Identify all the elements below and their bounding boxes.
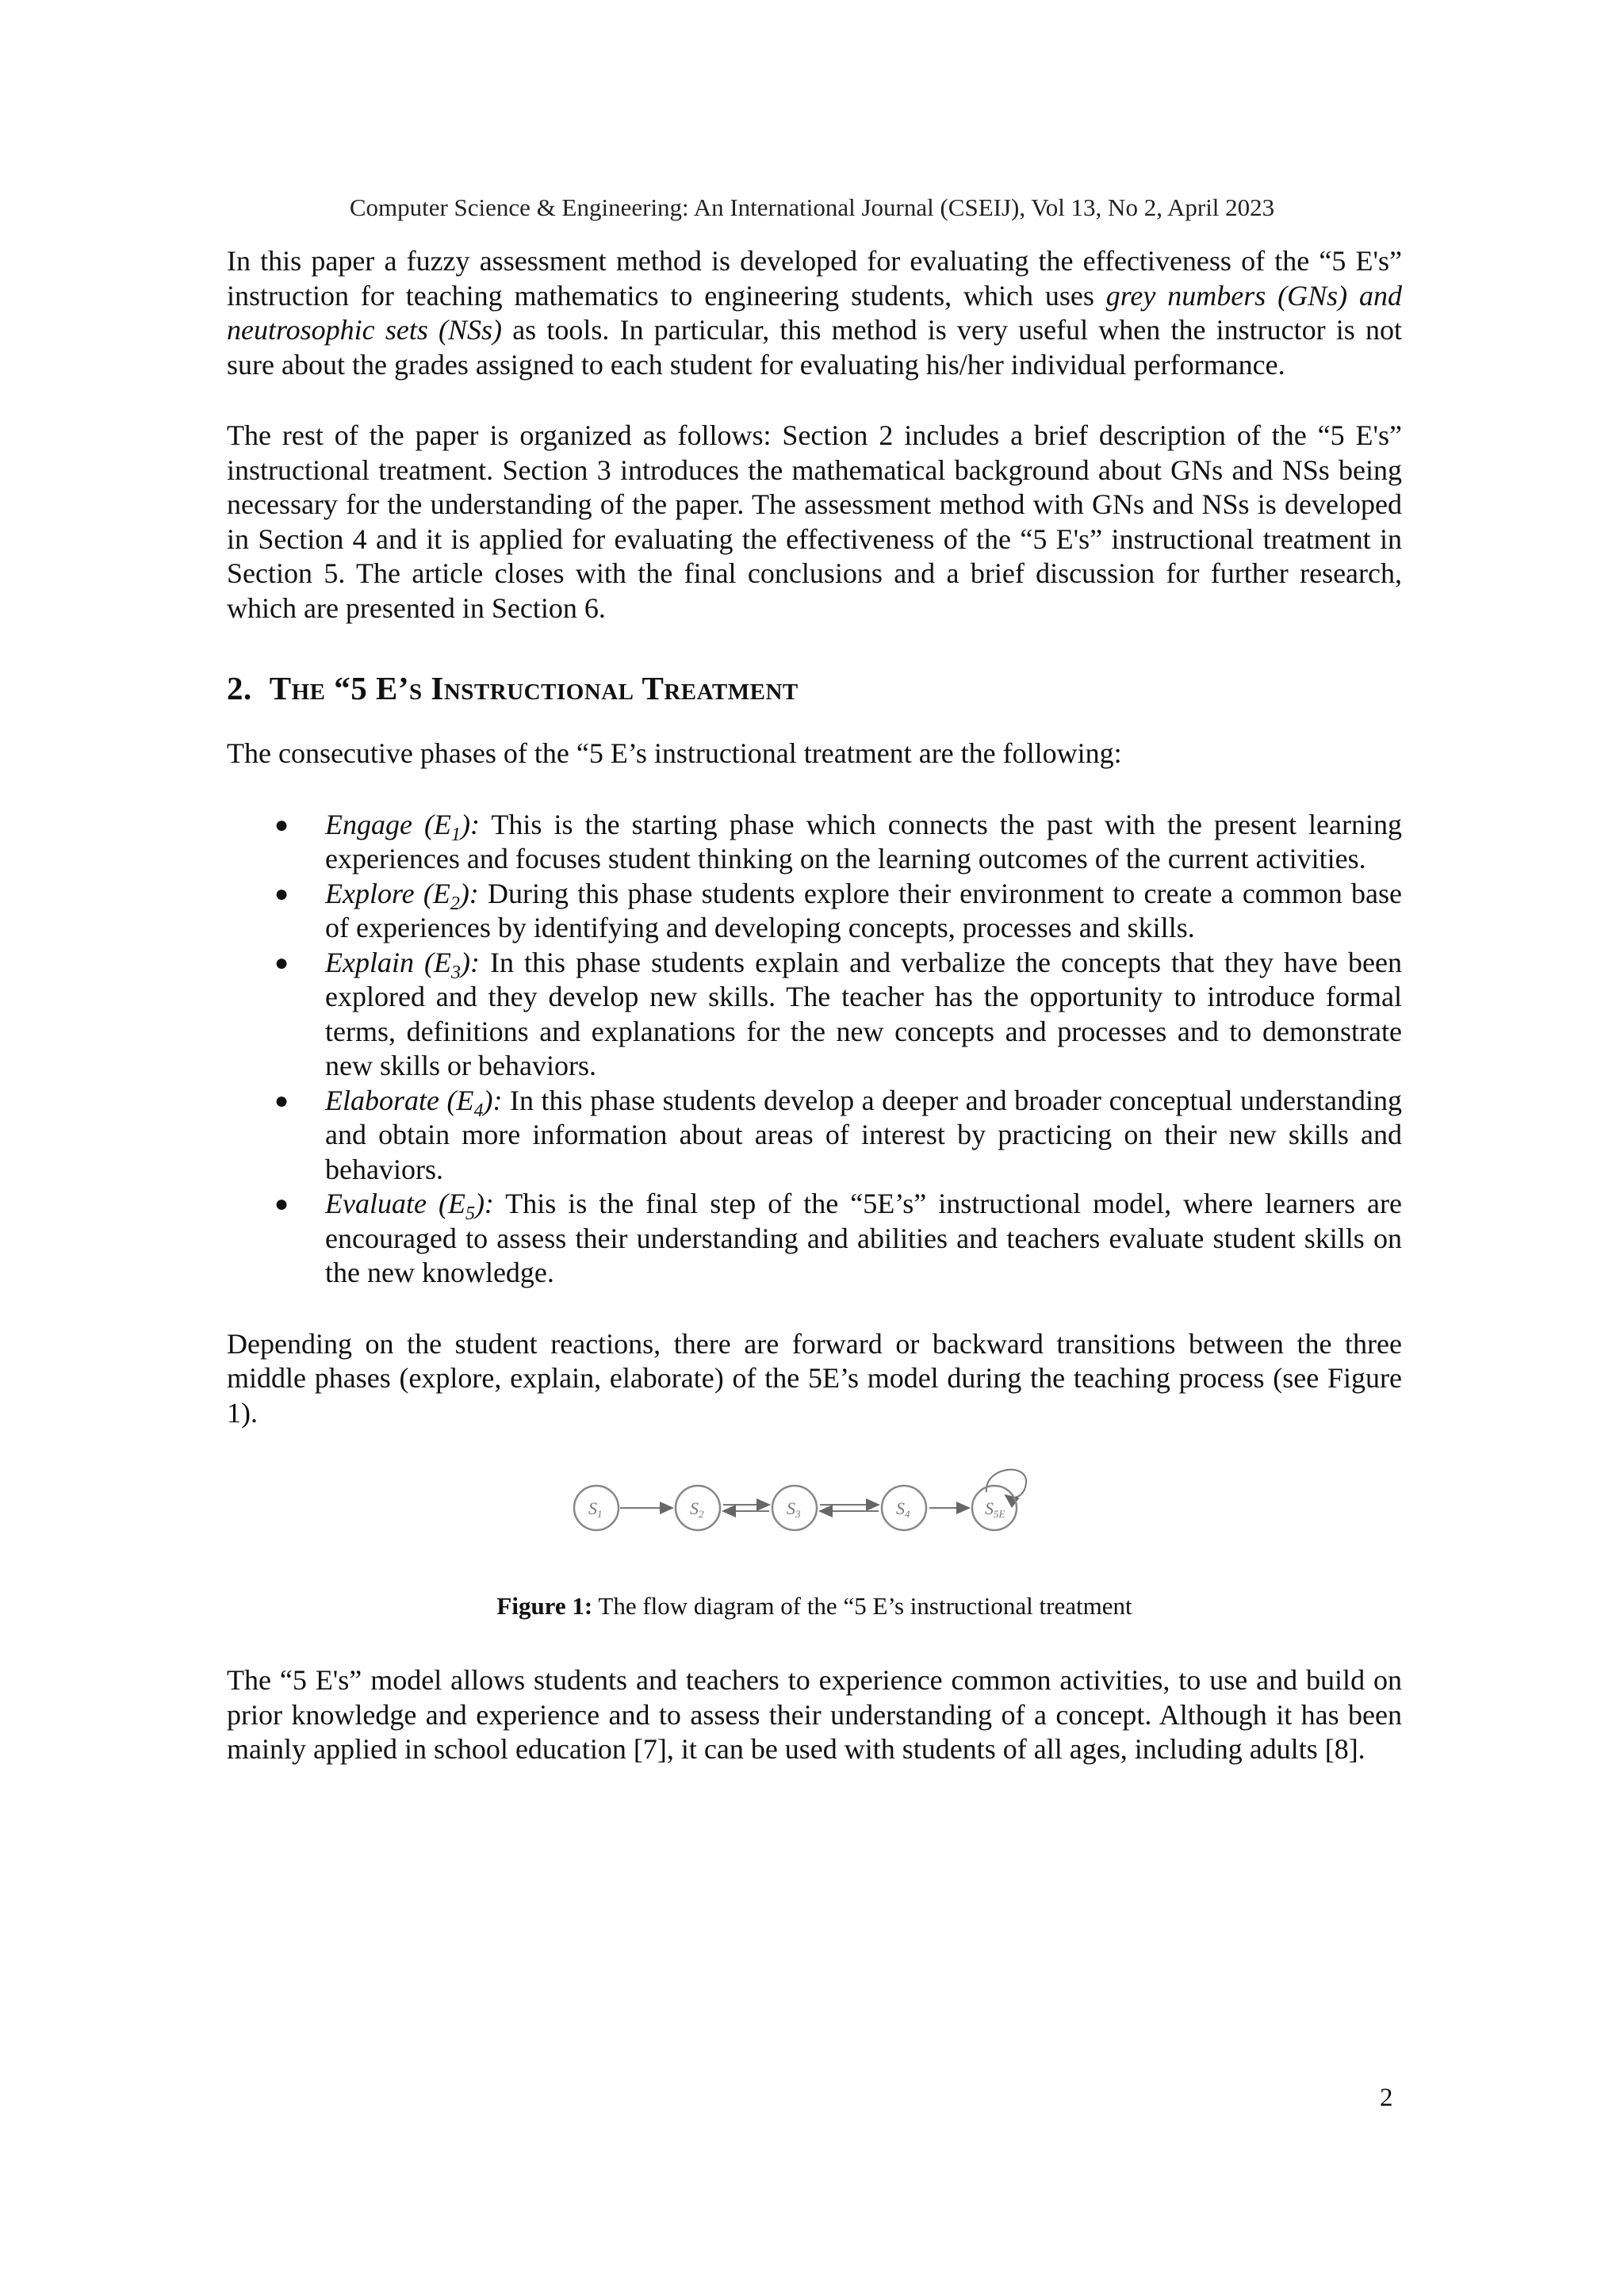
caption-text: The flow diagram of the “5 E’s instructional treatment xyxy=(592,1592,1132,1620)
phase-term: Explore $(E_2)$: xyxy=(325,877,479,914)
phase-term: Engage $(E_1)$: xyxy=(325,808,481,845)
transitions-paragraph: Depending on the student reactions, there are forward or backward transitions between the three middle phases (explore, explain, elaborate) of the 5E’s model during the teaching process (see Figure 1). xyxy=(227,1327,1402,1429)
bullet-icon: ● xyxy=(274,880,289,907)
diagram-node xyxy=(972,1486,1017,1530)
section-lead-paragraph: The consecutive phases of the “5 E’s instructional treatment are the following: xyxy=(227,737,1122,769)
list-item xyxy=(227,877,1402,946)
phase-description: During this phase students explore their environment to create a common base of experiences by identifying and developing concepts, processes and skills. xyxy=(325,877,1402,943)
svg-text:S3: S3 xyxy=(787,1498,801,1520)
phase-list xyxy=(227,808,1402,1291)
phase-description: In this phase students explain and verbalize the concepts that they have been explored and they develop new skills. The teacher has the opportunity to introduce formal terms, definitions and explanations for the new concepts and processes and to demonstrate new skills or behaviors. xyxy=(325,946,1402,1081)
page-number: 2 xyxy=(1380,2084,1393,2112)
text-run: In this paper a fuzzy assessment method is developed for evaluating the effectiveness of the “5 E's” instruction for teaching mathematics to engineering students, which uses xyxy=(227,245,1402,312)
section-heading xyxy=(227,668,1402,708)
list-item xyxy=(227,1187,1402,1291)
svg-text:S5E: S5E xyxy=(985,1498,1005,1520)
running-head: Computer Science & Engineering: An International Journal (CSEIJ), Vol 13, No 2, April 2023 xyxy=(349,193,1275,221)
diagram-node xyxy=(676,1486,720,1530)
main-content xyxy=(227,244,1402,1767)
phase-term: Elaborate $(E_4)$: xyxy=(325,1084,503,1121)
bullet-icon: ● xyxy=(274,811,289,838)
list-item xyxy=(227,808,1402,877)
list-item xyxy=(227,946,1402,1084)
phase-description: This is the final step of the “5E’s” instructional model, where learners are encouraged to assess their understanding and abilities and teachers evaluate student skills on the new knowledge. xyxy=(325,1188,1402,1288)
bullet-icon: ● xyxy=(274,1191,289,1217)
emphasis-text: grey numbers (GNs) and neutrosophic sets (NSs) xyxy=(227,279,1402,346)
intro-paragraph-1 xyxy=(227,244,1402,382)
figure-caption xyxy=(227,1590,1402,1622)
section-title: The “5 E’s Instructional Treatment xyxy=(269,670,799,706)
list-item xyxy=(227,1084,1402,1188)
bullet-icon: ● xyxy=(274,1087,289,1114)
phase-description: This is the starting phase which connects the past with the present learning experiences and focuses student thinking on the learning outcomes of the current activities. xyxy=(325,808,1403,874)
intro-paragraph-2: The rest of the paper is organized as follows: Section 2 includes a brief description of the “5 E's” instructional treatment. Section 3 introduces the mathematical background about GNs and NSs being necessary for the understanding of the paper. The assessment method with GNs and NSs is developed in Section 4 and it is applied for evaluating the effectiveness of the “5 E's” instructional treatment in Section 5. The article closes with the final conclusions and a brief discussion for further research, which are presented in Section 6. xyxy=(227,419,1402,624)
text-run: as tools. In particular, this method is very useful when the instructor is not sure about the grades assigned to each student for evaluating his/her individual performance. xyxy=(227,314,1402,381)
model-paragraph: The “5 E's” model allows students and teachers to experience common activities, to use and build on prior knowledge and experience and to assess their understanding of a concept. Although it has been mainly applied in school education [7], it can be used with students of all ages, including adults [8]. xyxy=(227,1664,1402,1765)
phase-term: Explain $(E_3)$: xyxy=(325,946,480,983)
diagram-node xyxy=(772,1486,817,1530)
phase-description: In this phase students develop a deeper and broader conceptual understanding and obtain more information about areas of interest by practicing on their new skills and behaviors. xyxy=(325,1084,1402,1185)
edge-self-loop-5 xyxy=(986,1470,1026,1498)
diagram-node xyxy=(882,1486,926,1530)
svg-text:S4: S4 xyxy=(896,1498,910,1520)
bullet-icon: ● xyxy=(274,949,289,976)
section-number: 2. xyxy=(227,670,252,706)
caption-label: Figure 1: xyxy=(496,1592,593,1620)
flow-diagram-figure xyxy=(227,1460,1402,1548)
flow-diagram xyxy=(568,1460,1075,1548)
phase-term: Evaluate $(E_5)$: xyxy=(325,1188,494,1225)
diagram-node xyxy=(574,1486,619,1530)
svg-text:S2: S2 xyxy=(690,1498,704,1520)
svg-text:S1: S1 xyxy=(588,1498,603,1520)
